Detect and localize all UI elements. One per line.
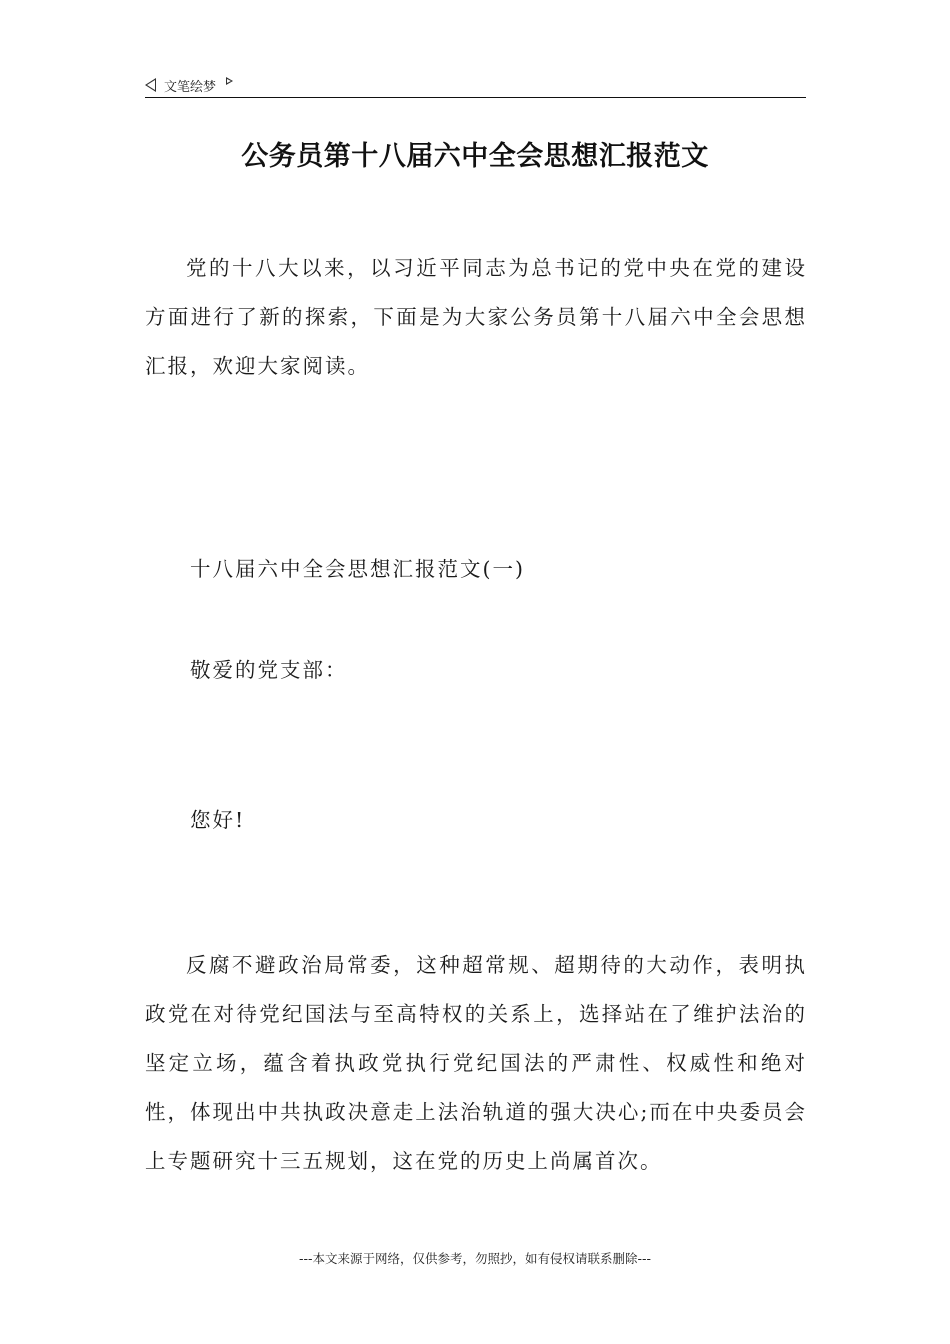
footer-disclaimer: ---本文来源于网络，仅供参考，勿照抄，如有侵权请联系删除---: [298, 1251, 652, 1266]
body-paragraph: 反腐不避政治局常委，这种超常规、超期待的大动作，表明执政党在对待党纪国法与至高特权的关系上，选择站在了维护法治的坚定立场，蕴含着执政党执行党纪国法的严肃性、权威性和绝对性，体现出中共执政决意走上法治轨道的强大决心;而在中央委员会上专题研究十三五规划，这在党的历史上尚属首次。: [145, 953, 807, 1173]
intro-paragraph: 党的十八大以来，以习近平同志为总书记的党中央在党的建设方面进行了新的探索，下面是为大家公务员第十八届六中全会思想汇报，欢迎大家阅读。: [145, 256, 807, 378]
document-title: 公务员第十八届六中全会思想汇报范文: [241, 141, 709, 172]
triangle-right-icon: [226, 77, 233, 85]
document-header: [145, 74, 233, 96]
header-divider: [145, 97, 806, 98]
salutation: 敬爱的党支部：: [190, 658, 348, 682]
triangle-left-icon: [145, 78, 156, 92]
greeting: 您好!: [190, 808, 246, 832]
section-heading: 十八届六中全会思想汇报范文(一): [190, 557, 525, 581]
header-brand: 文笔绘梦: [164, 79, 217, 95]
